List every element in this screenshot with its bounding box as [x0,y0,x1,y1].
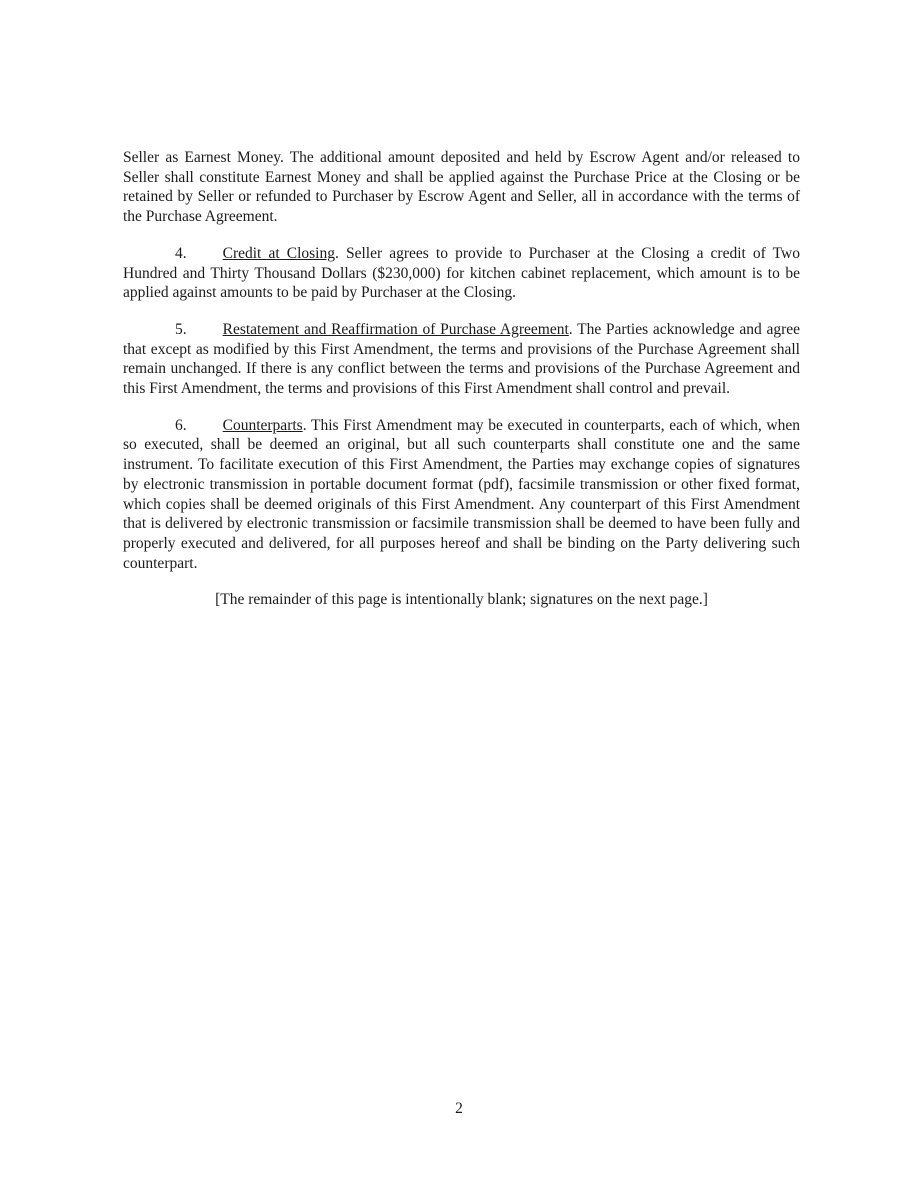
section-4-number: 4. [175,244,187,262]
continuation-paragraph: Seller as Earnest Money. The additional amount deposited and held by Escrow Agent and/or released to Seller shall constitute Earnest Money and shall be applied against the Purchase Price at the Closing or be retained by Seller or refunded to Purchaser by Escrow Agent and Seller, all in accordance with the terms of the Purchase Agreement. [123,149,800,226]
document-text-block [123,148,800,610]
section-6-paragraph [123,416,800,574]
section-4-heading: Credit at Closing [222,244,335,262]
page-number: 2 [455,1100,463,1117]
section-5-number: 5. [175,320,187,338]
section-6-body: . This First Amendment may be executed in counterparts, each of which, when so executed, shall be deemed an original, but all such counterparts shall constitute one and the same instrument. To facilitate execution of this First Amendment, the Parties may exchange copies of signatures by electronic transmission in portable document format (pdf), facsimile transmission or other fixed format, which copies shall be deemed originals of this First Amendment. Any counterpart of this First Amendment that is delivered by electronic transmission or facsimile transmission shall be deemed to have been fully and properly executed and delivered, for all purposes hereof and shall be binding on the Party delivering such counterpart. [123,416,800,572]
section-6-number: 6. [175,416,187,434]
section-5-heading: Restatement and Reaffirmation of Purchase Agreement [222,320,569,338]
section-4-paragraph [123,244,800,303]
intentionally-blank-notice: [The remainder of this page is intentionally blank; signatures on the next page.] [215,591,708,609]
section-5-paragraph [123,320,800,399]
section-4-body: . Seller agrees to provide to Purchaser at the Closing a credit of Two Hundred and Thirty Thousand Dollars ($230,000) for kitchen cabinet replacement, which amount is to be applied against amounts to be paid by Purchaser at the Closing. [123,244,800,302]
section-5-body: . The Parties acknowledge and agree that except as modified by this First Amendment, the terms and provisions of the Purchase Agreement shall remain unchanged. If there is any conflict between the terms and provisions of the Purchase Agreement and this First Amendment, the terms and provisions of this First Amendment shall control and prevail. [123,320,800,398]
section-6-heading: Counterparts [222,416,303,434]
